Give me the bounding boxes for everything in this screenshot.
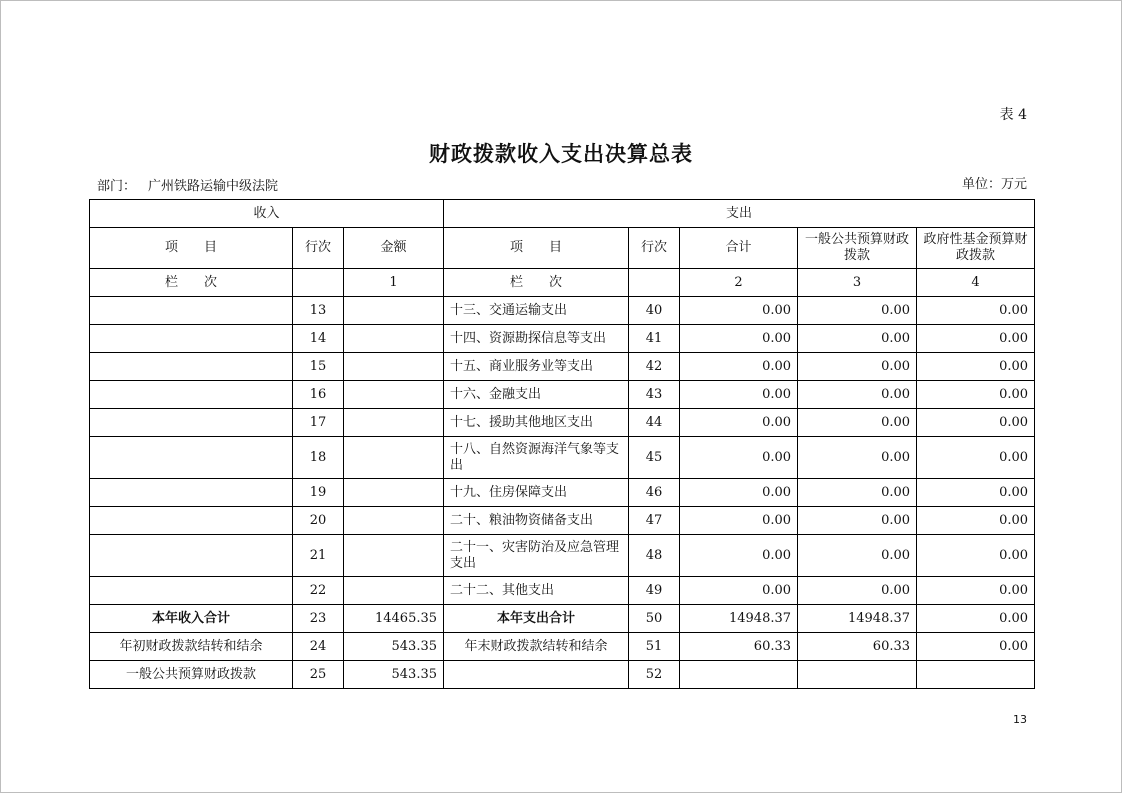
column-number-3: 3 (798, 269, 917, 297)
expense-general-public: 0.00 (798, 577, 917, 605)
opening-carryover-amount: 543.35 (344, 633, 444, 661)
table-row (90, 577, 1035, 605)
empty-cell (629, 269, 680, 297)
income-row-no: 20 (293, 507, 344, 535)
expense-row-no: 42 (629, 353, 680, 381)
expense-item: 十三、交通运输支出 (444, 297, 629, 325)
income-item (90, 325, 293, 353)
expense-total: 0.00 (680, 535, 798, 577)
expense-gov-fund: 0.00 (917, 353, 1035, 381)
expense-total: 0.00 (680, 479, 798, 507)
expense-total: 0.00 (680, 437, 798, 479)
expense-row-no: 43 (629, 381, 680, 409)
income-amount (344, 437, 444, 479)
header-income-amount: 金额 (344, 228, 444, 269)
income-amount (344, 381, 444, 409)
header-income: 收入 (90, 200, 444, 228)
income-amount (344, 409, 444, 437)
expense-gov-fund: 0.00 (917, 535, 1035, 577)
empty-cell (293, 269, 344, 297)
closing-carryover-gov-fund: 0.00 (917, 633, 1035, 661)
expense-gov-fund: 0.00 (917, 409, 1035, 437)
expense-row-no: 45 (629, 437, 680, 479)
expense-item: 十八、自然资源海洋气象等支出 (444, 437, 629, 479)
expense-total: 0.00 (680, 325, 798, 353)
header-row-columns (90, 228, 1035, 269)
empty-cell (680, 661, 798, 689)
expense-item: 十九、住房保障支出 (444, 479, 629, 507)
header-row-column-numbers (90, 269, 1035, 297)
table-row (90, 479, 1035, 507)
expense-item: 十五、商业服务业等支出 (444, 353, 629, 381)
table-row (90, 437, 1035, 479)
table-row (90, 325, 1035, 353)
expense-item: 十四、资源勘探信息等支出 (444, 325, 629, 353)
expense-general-public: 0.00 (798, 479, 917, 507)
page-title: 财政拨款收入支出决算总表 (429, 141, 693, 166)
general-public-row-no: 25 (293, 661, 344, 689)
expense-item: 二十、粮油物资储备支出 (444, 507, 629, 535)
income-row-no: 21 (293, 535, 344, 577)
table-row (90, 381, 1035, 409)
closing-carryover-label: 年末财政拨款结转和结余 (444, 633, 629, 661)
expense-general-public: 0.00 (798, 507, 917, 535)
expense-row-no: 47 (629, 507, 680, 535)
income-amount (344, 507, 444, 535)
income-total-amount: 14465.35 (344, 605, 444, 633)
expense-gov-fund: 0.00 (917, 437, 1035, 479)
page-number: 13 (1013, 713, 1027, 726)
income-amount (344, 479, 444, 507)
income-item (90, 577, 293, 605)
income-item (90, 535, 293, 577)
income-item (90, 437, 293, 479)
income-row-no: 18 (293, 437, 344, 479)
expense-gov-fund: 0.00 (917, 325, 1035, 353)
expense-total-gov-fund: 0.00 (917, 605, 1035, 633)
column-number-2: 2 (680, 269, 798, 297)
closing-carryover-row-no: 51 (629, 633, 680, 661)
carryover-row (90, 633, 1035, 661)
expense-row-no: 40 (629, 297, 680, 325)
table-number: 表 4 (999, 107, 1027, 123)
income-total-label: 本年收入合计 (90, 605, 293, 633)
unit-label: 单位：万元 (961, 177, 1027, 192)
general-public-amount: 543.35 (344, 661, 444, 689)
expense-row-no: 49 (629, 577, 680, 605)
general-public-label: 一般公共预算财政拨款 (90, 661, 293, 689)
income-row-no: 16 (293, 381, 344, 409)
expense-gov-fund: 0.00 (917, 297, 1035, 325)
income-amount (344, 577, 444, 605)
header-row-groups (90, 200, 1035, 228)
expense-row-no: 41 (629, 325, 680, 353)
expense-total: 0.00 (680, 353, 798, 381)
income-amount (344, 297, 444, 325)
expense-row-no: 48 (629, 535, 680, 577)
income-row-no: 15 (293, 353, 344, 381)
expense-total: 0.00 (680, 577, 798, 605)
income-row-no: 13 (293, 297, 344, 325)
income-item (90, 409, 293, 437)
income-amount (344, 535, 444, 577)
general-public-row (90, 661, 1035, 689)
expense-gov-fund: 0.00 (917, 479, 1035, 507)
expense-item: 二十二、其他支出 (444, 577, 629, 605)
general-public-expense-row-no: 52 (629, 661, 680, 689)
expense-item: 十六、金融支出 (444, 381, 629, 409)
expense-total: 0.00 (680, 409, 798, 437)
income-item (90, 297, 293, 325)
department-label: 部门： (97, 179, 137, 194)
table-row (90, 297, 1035, 325)
expense-general-public: 0.00 (798, 353, 917, 381)
table-row (90, 409, 1035, 437)
expense-item: 二十一、灾害防治及应急管理支出 (444, 535, 629, 577)
income-row-no: 19 (293, 479, 344, 507)
closing-carryover-total: 60.33 (680, 633, 798, 661)
department-value: 广州铁路运输中级法院 (148, 179, 279, 194)
table-row (90, 535, 1035, 577)
expense-general-public: 0.00 (798, 381, 917, 409)
income-item (90, 381, 293, 409)
expense-general-public: 0.00 (798, 535, 917, 577)
table-row (90, 353, 1035, 381)
header-income-item: 项 目 (90, 228, 293, 269)
expense-gov-fund: 0.00 (917, 577, 1035, 605)
expense-total: 0.00 (680, 381, 798, 409)
table-row (90, 507, 1035, 535)
expense-gov-fund: 0.00 (917, 381, 1035, 409)
expense-total-amount: 14948.37 (680, 605, 798, 633)
expense-total: 0.00 (680, 297, 798, 325)
opening-carryover-label: 年初财政拨款结转和结余 (90, 633, 293, 661)
expense-row-no: 44 (629, 409, 680, 437)
closing-carryover-general-public: 60.33 (798, 633, 917, 661)
income-item (90, 353, 293, 381)
opening-carryover-row-no: 24 (293, 633, 344, 661)
income-item (90, 507, 293, 535)
column-label-income: 栏 次 (90, 269, 293, 297)
totals-row (90, 605, 1035, 633)
header-gov-fund: 政府性基金预算财政拨款 (917, 228, 1035, 269)
budget-table (89, 199, 1035, 689)
income-item (90, 479, 293, 507)
expense-total: 0.00 (680, 507, 798, 535)
header-income-row-no: 行次 (293, 228, 344, 269)
column-label-expense: 栏 次 (444, 269, 629, 297)
income-row-no: 22 (293, 577, 344, 605)
income-row-no: 14 (293, 325, 344, 353)
expense-general-public: 0.00 (798, 297, 917, 325)
expense-gov-fund: 0.00 (917, 507, 1035, 535)
income-amount (344, 325, 444, 353)
expense-general-public: 0.00 (798, 409, 917, 437)
expense-total-row-no: 50 (629, 605, 680, 633)
expense-general-public: 0.00 (798, 325, 917, 353)
empty-cell (798, 661, 917, 689)
column-number-4: 4 (917, 269, 1035, 297)
column-number-1: 1 (344, 269, 444, 297)
header-expense-row-no: 行次 (629, 228, 680, 269)
header-total: 合计 (680, 228, 798, 269)
header-general-public: 一般公共预算财政拨款 (798, 228, 917, 269)
expense-total-general-public: 14948.37 (798, 605, 917, 633)
expense-total-label: 本年支出合计 (444, 605, 629, 633)
expense-row-no: 46 (629, 479, 680, 507)
income-total-row-no: 23 (293, 605, 344, 633)
header-expense: 支出 (444, 200, 1035, 228)
income-amount (344, 353, 444, 381)
header-expense-item: 项 目 (444, 228, 629, 269)
expense-general-public: 0.00 (798, 437, 917, 479)
empty-cell (917, 661, 1035, 689)
department-line (97, 175, 278, 194)
expense-item: 十七、援助其他地区支出 (444, 409, 629, 437)
income-row-no: 17 (293, 409, 344, 437)
empty-cell (444, 661, 629, 689)
